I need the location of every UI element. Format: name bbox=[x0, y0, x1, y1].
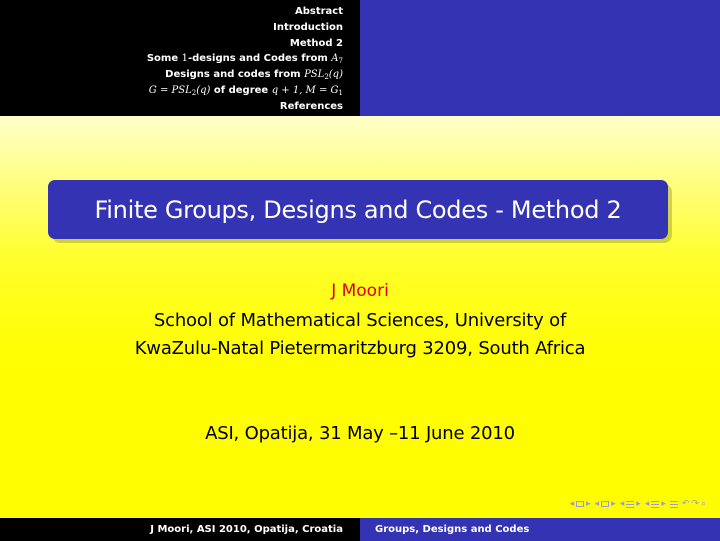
arrow-right-icon: ▸ bbox=[586, 498, 591, 509]
arrow-left-icon: ◂ bbox=[569, 498, 575, 509]
event-date: ASI, Opatija, 31 May –11 June 2010 bbox=[205, 423, 515, 444]
nav-item-psl2q-degree[interactable]: $G = PSL_2(q)$ of degree q + 1, $M = G_1$ bbox=[148, 84, 343, 97]
nav-item-references[interactable]: References bbox=[279, 100, 343, 112]
footer-short-title: Groups, Designs and Codes bbox=[360, 518, 720, 541]
header-accent-panel bbox=[360, 0, 720, 116]
undo-icon: ↶ bbox=[681, 498, 690, 509]
appendix-icon bbox=[670, 501, 678, 508]
author-name: J Moori bbox=[331, 281, 389, 301]
title-box bbox=[48, 180, 668, 239]
slide-title: Finite Groups, Designs and Codes - Method 2 bbox=[94, 195, 622, 224]
arrow-left-icon: ◂ bbox=[619, 498, 625, 509]
nav-item-method-2[interactable]: Method 2 bbox=[289, 37, 343, 49]
nav-item-introduction[interactable]: Introduction bbox=[273, 21, 343, 33]
beamer-navigation-symbols bbox=[570, 497, 706, 511]
nav-document-symbol[interactable] bbox=[645, 500, 666, 509]
institution-line-1: School of Mathematical Sciences, University of bbox=[153, 310, 567, 331]
arrow-left-icon: ◂ bbox=[644, 498, 650, 509]
footer-author-event: J Moori, ASI 2010, Opatija, Croatia bbox=[0, 518, 360, 541]
footer bbox=[0, 518, 720, 541]
institution bbox=[0, 307, 720, 363]
frame-icon bbox=[576, 501, 584, 507]
nav-search-symbol[interactable] bbox=[682, 500, 706, 509]
nav-item-designs-codes-a7[interactable]: Some 1-designs and Codes from $A_7$ bbox=[146, 53, 343, 66]
search-icon: ⌕ bbox=[700, 498, 706, 509]
document-icon bbox=[651, 501, 659, 508]
nav-item-designs-codes-psl2q[interactable]: Designs and codes from $PSL_2(q)$ bbox=[165, 69, 343, 82]
arrow-right-icon: ▸ bbox=[661, 498, 666, 509]
subsection-icon bbox=[601, 501, 609, 507]
nav-appendix-symbol[interactable] bbox=[670, 501, 678, 508]
header bbox=[0, 0, 720, 116]
section-icon bbox=[626, 501, 634, 508]
redo-icon: ↷ bbox=[691, 498, 699, 509]
nav-section-symbol[interactable] bbox=[620, 500, 641, 509]
nav-item-abstract[interactable]: Abstract bbox=[294, 6, 343, 17]
institution-line-2: KwaZulu-Natal Pietermaritzburg 3209, South Africa bbox=[134, 338, 586, 359]
arrow-right-icon: ▸ bbox=[636, 498, 641, 509]
nav-frame-symbol[interactable] bbox=[570, 500, 591, 509]
nav-subsection-symbol[interactable] bbox=[595, 500, 616, 509]
arrow-left-icon: ◂ bbox=[594, 498, 600, 509]
arrow-right-icon: ▸ bbox=[611, 498, 616, 509]
section-navigation bbox=[0, 0, 360, 116]
